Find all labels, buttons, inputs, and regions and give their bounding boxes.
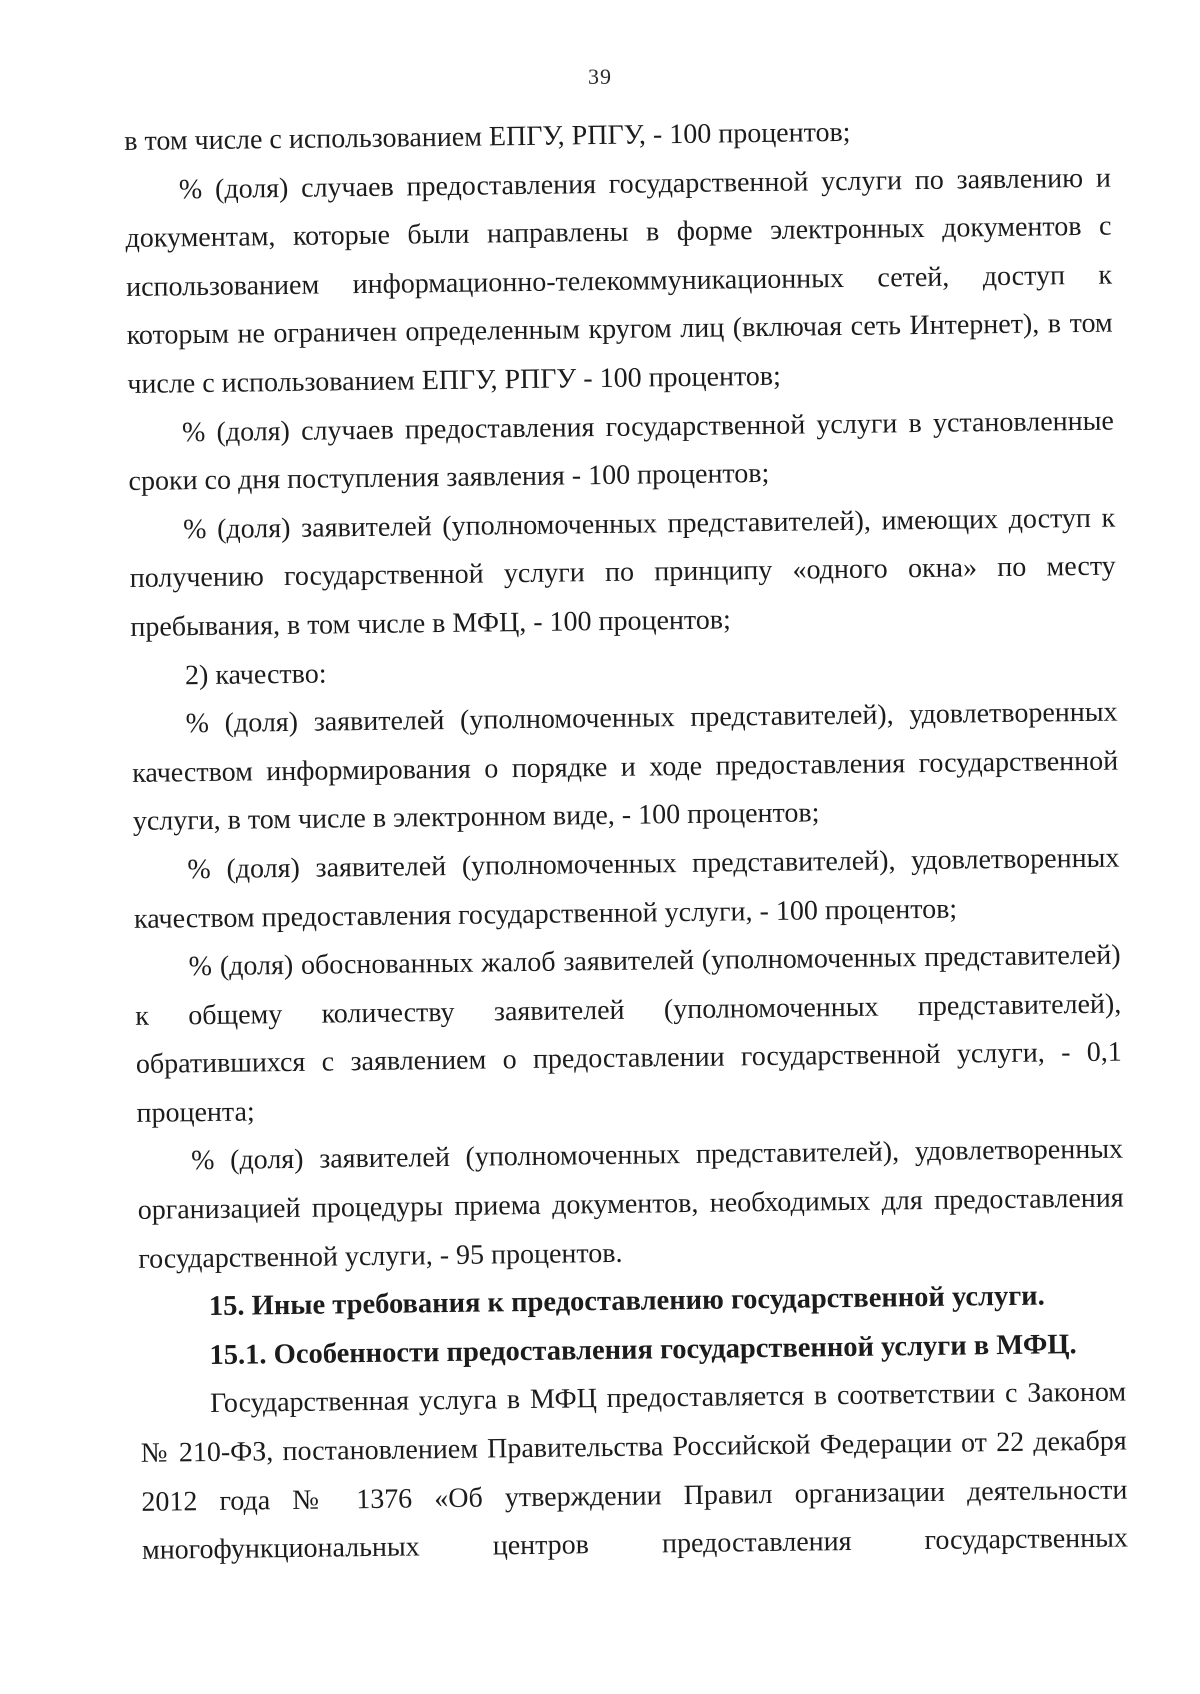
paragraph-timely-service-share: % (доля) случаев предоставления государственной услуги в установленные сроки со дня поступления заявления - 100 процентов; [128,405,1115,498]
page-number: 39 [588,64,612,89]
document-body [124,106,1128,1576]
paragraph-epgu-continuation: в том числе с использованием ЕПГУ, РПГУ, - 100 процентов; [124,116,851,157]
paragraph-information-quality-share: % (доля) заявителей (уполномоченных представителей), удовлетворенных качеством информирования о порядке и ходе предоставления государственной услуги, в том числе в электронном виде, - 100 процентов; [132,696,1119,838]
paragraph-complaints-share: % (доля) обоснованных жалоб заявителей (уполномоченных представителей) к общему количеству заявителей (уполномоченных представителей), обратившихся с заявлением о предоставлении государственной услуги, - 0,1 процента; [135,939,1123,1129]
section-heading-15-1: 15.1. Особенности предоставления государственной услуги в МФЦ. [209,1328,1077,1371]
paragraph-reception-procedure-share: % (доля) заявителей (уполномоченных представителей), удовлетворенных организацией процедуры приема документов, необходимых для предоставления государственной услуги, - 95 процентов. [137,1133,1124,1275]
paragraph-service-quality-share: % (доля) заявителей (уполномоченных представителей), удовлетворенных качеством предоставления государственной услуги, - 100 процентов; [133,842,1120,935]
paragraph-one-window-access-share: % (доля) заявителей (уполномоченных представителей), имеющих доступ к получению государственной услуги по принципу «одного окна» по месту пребывания, в том числе в МФЦ, - 100 процентов; [129,502,1116,643]
paragraph-electronic-documents-share: % (доля) случаев предоставления государственной услуги по заявлению и документам, которые были направлены в форме электронных документов с использованием информационно-телекоммуникационных сетей, доступ к которым не ограничен определенным кругом лиц (включая сеть Интернет), в том числе с использованием ЕПГУ, РПГУ - 100 процентов; [125,162,1113,400]
paragraph-mfc-legal-basis: Государственная услуга в МФЦ предоставляется в соответствии с Законом № 210-ФЗ, постановлением Правительства Российской Федерации от 22 декабря 2012 года № 1376 «Об утверждении Правил организации деятельности многофункциональных центров предоставления государственных [140,1376,1129,1567]
section-heading-15: 15. Иные требования к предоставлению государственной услуги. [208,1280,1045,1323]
paragraph-quality-label: 2) качество: [184,658,327,691]
